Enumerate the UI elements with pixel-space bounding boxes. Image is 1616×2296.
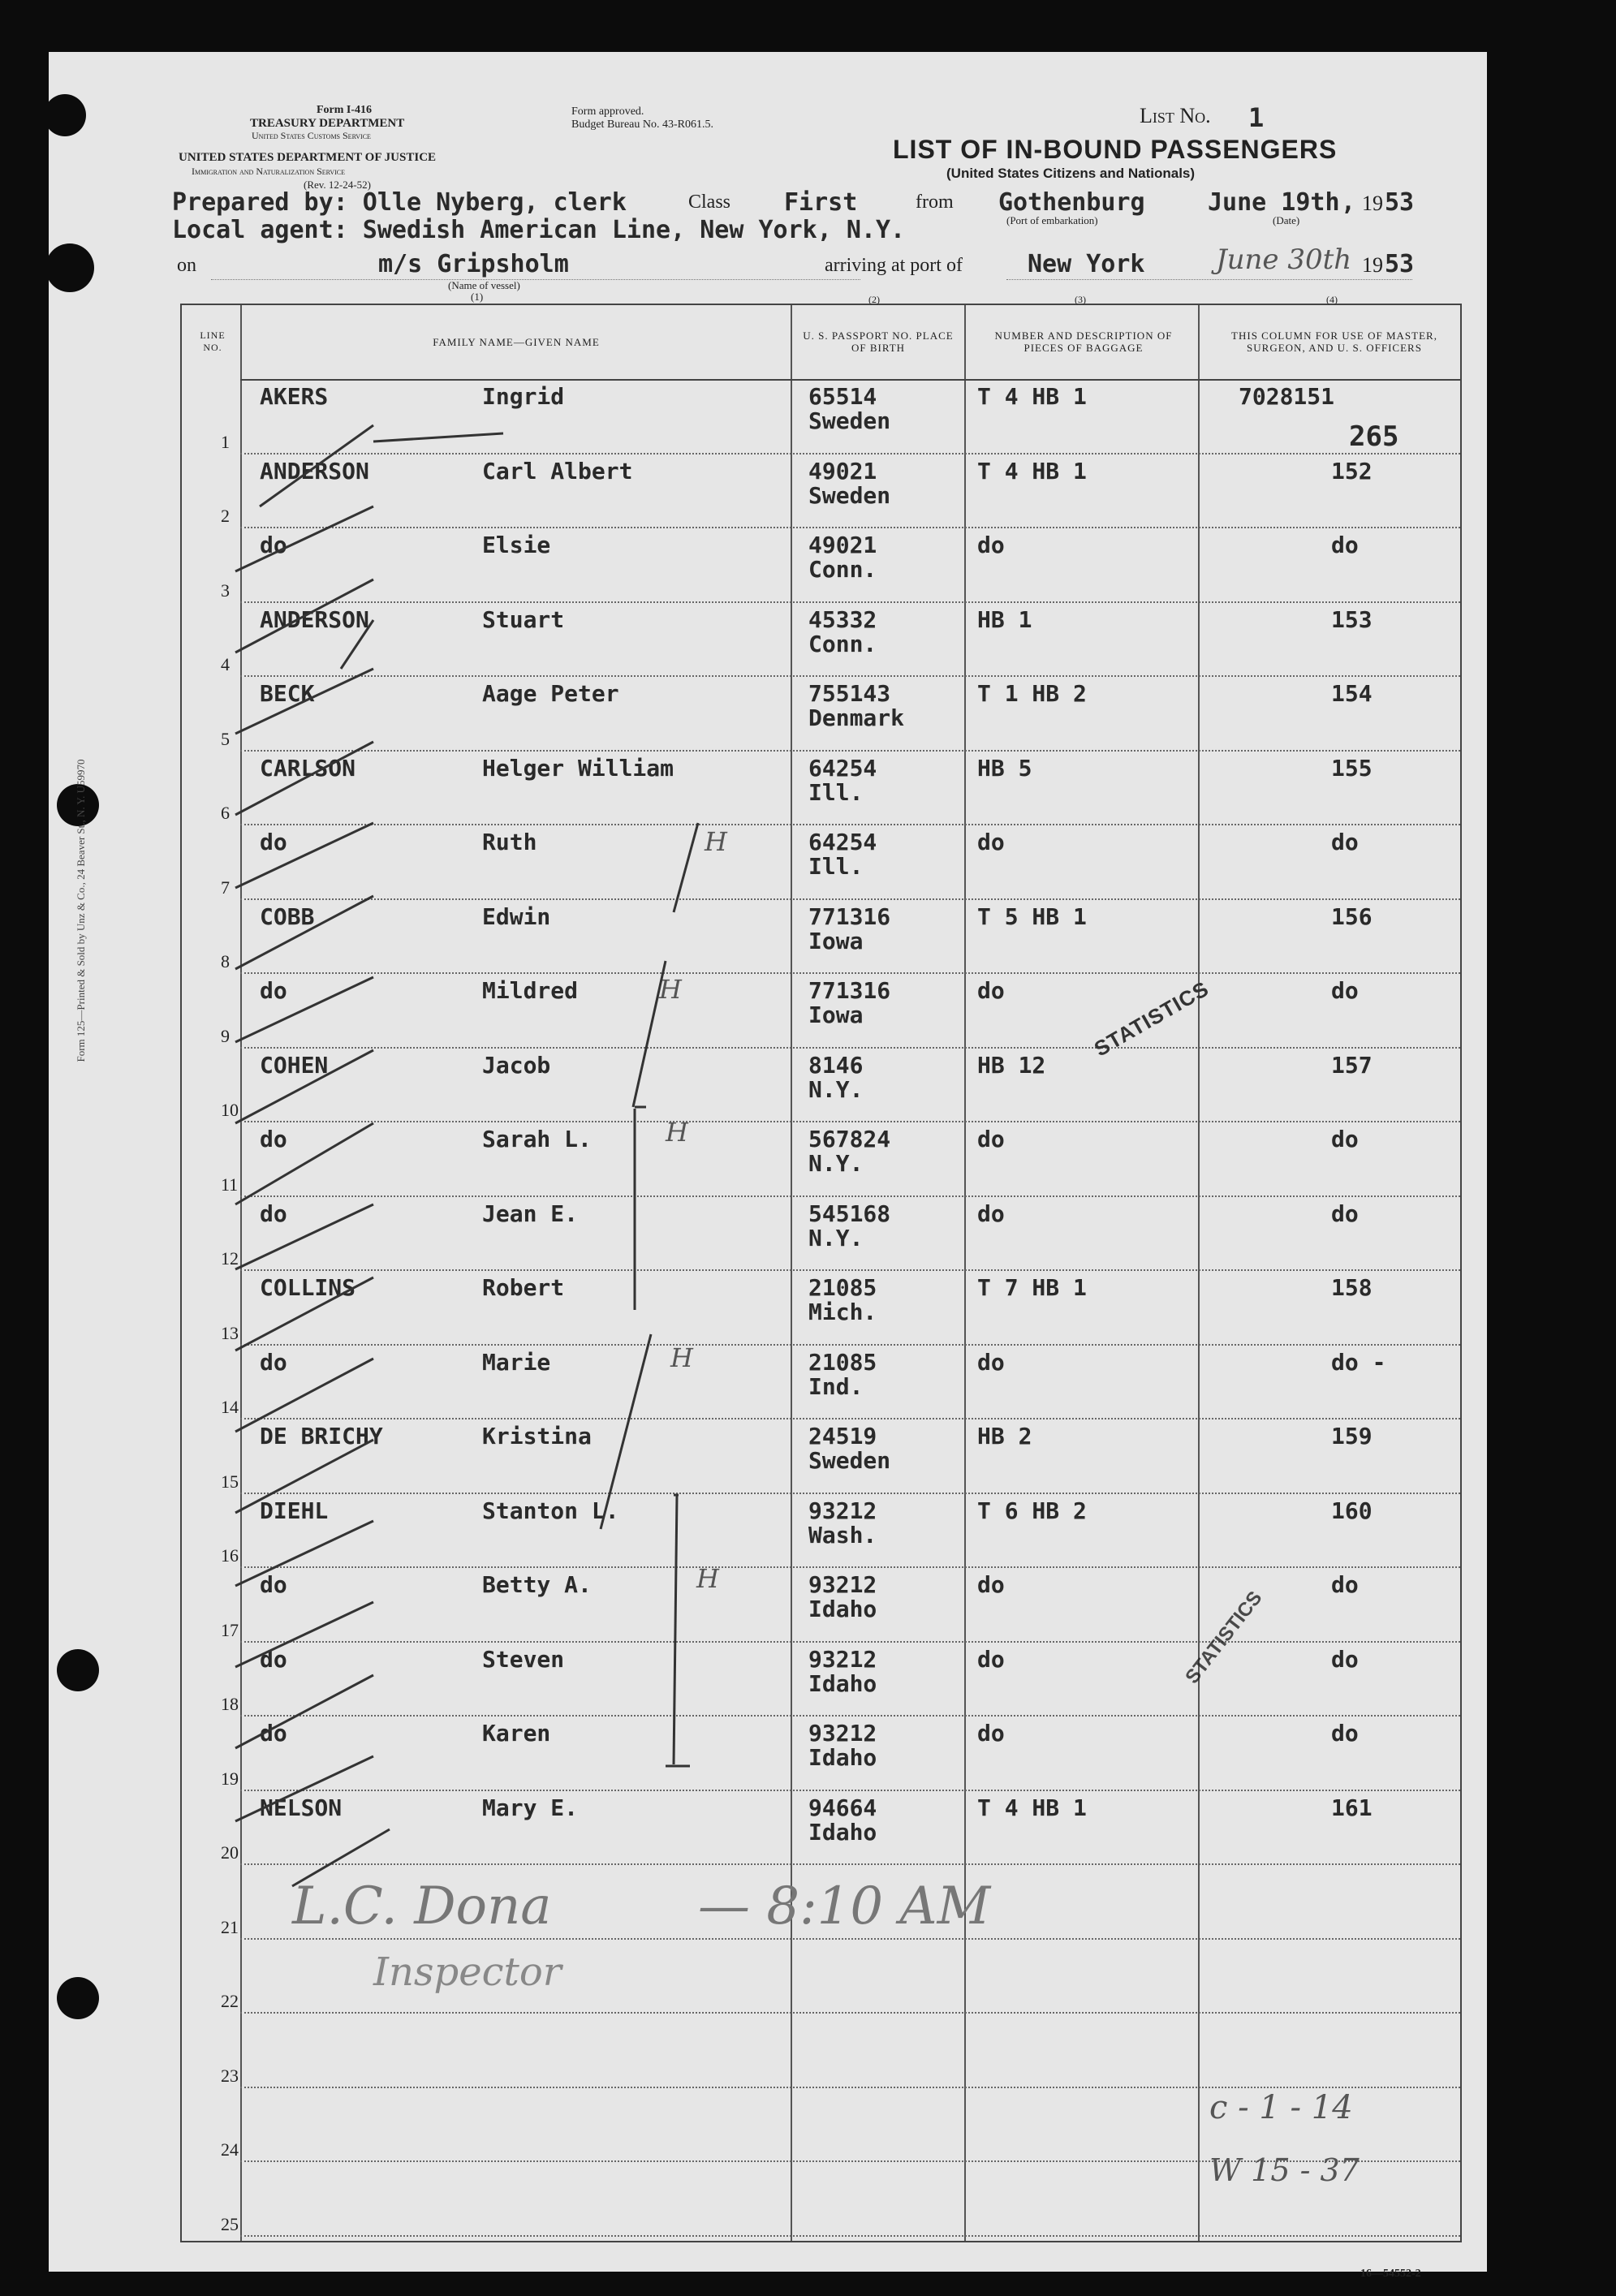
line-number: 14 — [221, 1397, 239, 1417]
passport-number: 24519 — [808, 1423, 877, 1450]
baggage: do — [977, 1126, 1005, 1152]
passport-number: 64254 — [808, 829, 877, 855]
place-of-birth: Sweden — [808, 481, 891, 509]
officer-entry: 157 — [1331, 1051, 1373, 1079]
passport-number: 49021 — [808, 457, 877, 485]
table-row — [182, 528, 1460, 603]
table-row — [182, 1791, 1460, 1866]
dept-name: TREASURY DEPARTMENT — [250, 117, 405, 130]
baggage: T 5 HB 1 — [977, 902, 1087, 930]
justice-dept: UNITED STATES DEPARTMENT OF JUSTICE — [179, 151, 437, 164]
vessel-rule — [211, 279, 860, 280]
inspector-title: Inspector — [373, 1949, 562, 1995]
class-label: Class — [688, 192, 731, 213]
family-name: COHEN — [260, 1051, 329, 1079]
document-page — [49, 52, 1487, 2280]
passport-number: 49021 — [808, 532, 877, 558]
family-name: do — [260, 1200, 287, 1227]
mark-h: H — [670, 1342, 693, 1373]
vessel-num: (1) — [471, 291, 484, 303]
inspection-time: — 8:10 AM — [698, 1876, 991, 1936]
given-name: Robert — [482, 1274, 565, 1301]
punch-hole — [57, 1649, 99, 1691]
family-name: do — [260, 532, 287, 558]
place-of-birth: Idaho — [808, 1818, 877, 1846]
table-row — [182, 1049, 1460, 1123]
arrival-rule — [1006, 279, 1412, 280]
note-c: c - 1 - 14 — [1209, 2089, 1353, 2126]
line-number: 1 — [221, 431, 230, 452]
passport-number: 93212 — [808, 1645, 877, 1673]
punch-hole — [57, 1977, 99, 2019]
note-w: W 15 - 37 — [1209, 2152, 1360, 2188]
place-of-birth: Idaho — [808, 1669, 877, 1697]
baggage: do — [977, 1348, 1005, 1376]
line-number: 2 — [221, 506, 230, 526]
revision: (Rev. 12-24-52) — [304, 179, 371, 191]
vessel-name: m/s Gripsholm — [378, 250, 569, 278]
family-name: NELSON — [260, 1794, 343, 1821]
form-number: Form I-416 — [317, 104, 373, 116]
officer-entry: 154 — [1331, 680, 1373, 707]
list-label: List No. — [1140, 104, 1211, 127]
table-row — [182, 825, 1460, 900]
baggage: HB 12 — [977, 1051, 1046, 1079]
arriving-label: arriving at port of — [825, 255, 963, 276]
place-of-birth: Iowa — [808, 1002, 864, 1028]
passport-number: 64254 — [808, 754, 877, 782]
given-name: Carl Albert — [482, 457, 633, 485]
passport-number: 21085 — [808, 1348, 877, 1376]
officer-entry: 159 — [1331, 1423, 1373, 1450]
mark-h: H — [666, 1117, 688, 1148]
place-of-birth: Wash. — [808, 1521, 877, 1549]
header-officers: THIS COLUMN FOR USE OF MASTER, SURGEON, AND U. S. OFFICERS — [1231, 330, 1437, 354]
place-of-birth: N.Y. — [808, 1150, 864, 1177]
on-label: on — [177, 255, 196, 276]
officer-entry: 158 — [1331, 1274, 1373, 1301]
passport-number: 545168 — [808, 1200, 891, 1227]
officer-entry: do — [1331, 977, 1359, 1004]
table-row — [182, 1717, 1460, 1791]
vessel-caption: (Name of vessel) — [448, 279, 520, 291]
baggage: T 4 HB 1 — [977, 1794, 1087, 1821]
family-name: BECK — [260, 680, 315, 707]
side-printer-text: Form 125—Printed & Sold by Unz & Co., 24 Beaver St., N. Y. U59970 — [75, 759, 87, 1062]
passenger-table — [180, 294, 1462, 2242]
table-row — [182, 454, 1460, 529]
place-of-birth: Sweden — [808, 1447, 891, 1474]
baggage: do — [977, 829, 1005, 855]
officer-entry: 161 — [1331, 1794, 1373, 1821]
family-name: do — [260, 1348, 287, 1376]
baggage: HB 1 — [977, 605, 1032, 633]
baggage: T 7 HB 1 — [977, 1274, 1087, 1301]
officer-entry: do — [1331, 829, 1359, 855]
baggage: HB 2 — [977, 1423, 1032, 1450]
given-name: Mildred — [482, 977, 579, 1004]
mark-h: H — [659, 974, 682, 1005]
baggage: do — [977, 1645, 1005, 1673]
row-rule — [240, 2235, 1460, 2237]
arrival-year-prefix: 19 — [1362, 253, 1383, 277]
passport-number: 65514 — [808, 383, 877, 410]
family-name: do — [260, 1645, 287, 1673]
baggage: T 6 HB 2 — [977, 1497, 1087, 1524]
family-name: AKERS — [260, 383, 329, 410]
officer-entry: 153 — [1331, 605, 1373, 633]
table-row — [182, 1419, 1460, 1494]
officer-entry: do — [1331, 1571, 1359, 1598]
line-number: 25 — [221, 2213, 239, 2234]
passport-number: 45332 — [808, 605, 877, 633]
date-caption: (Date) — [1273, 214, 1300, 226]
officer-entry: 7028151 — [1239, 383, 1335, 410]
form-title: LIST OF IN-BOUND PASSENGERS — [893, 135, 1338, 164]
family-name: ANDERSON — [260, 457, 369, 485]
table-row — [182, 974, 1460, 1049]
family-name: do — [260, 1126, 287, 1152]
header-officers-num: (4) — [1326, 294, 1338, 305]
table-row — [182, 677, 1460, 752]
punch-hole — [45, 243, 94, 292]
given-name: Sarah L. — [482, 1126, 592, 1152]
mark-h: H — [705, 826, 727, 857]
place-of-birth: Sweden — [808, 407, 891, 434]
table-row — [182, 1197, 1460, 1272]
departure-year: 53 — [1385, 188, 1415, 217]
line-number: 24 — [221, 2139, 239, 2160]
family-name: DIEHL — [260, 1497, 329, 1524]
table-row — [182, 380, 1460, 454]
mark-h: H — [696, 1563, 719, 1594]
port-embark-caption: (Port of embarkation) — [1006, 214, 1098, 226]
place-of-birth: Denmark — [808, 704, 905, 731]
statistics-stamp: STATISTICS — [1181, 1587, 1267, 1688]
arrival-date-handwritten: June 30th — [1216, 243, 1352, 276]
baggage: do — [977, 532, 1005, 558]
given-name: Steven — [482, 1645, 565, 1673]
place-of-birth: N.Y. — [808, 1224, 864, 1251]
local-agent: Local agent: Swedish American Line, New York, N.Y. — [172, 216, 906, 244]
line-number: 8 — [221, 951, 230, 971]
header-passport-num: (2) — [868, 294, 880, 305]
line-number: 22 — [221, 1991, 239, 2011]
punch-hole — [44, 94, 86, 136]
place-of-birth: Idaho — [808, 1596, 877, 1622]
place-of-birth: Conn. — [808, 556, 877, 583]
table-row — [182, 1346, 1460, 1420]
departure-date: June 19th — [1208, 188, 1340, 217]
place-of-birth: Ind. — [808, 1372, 864, 1400]
passport-number: 21085 — [808, 1274, 877, 1301]
given-name: Stanton L. — [482, 1497, 619, 1524]
port-of-arrival: New York — [1028, 250, 1145, 278]
officer-entry: do — [1331, 1720, 1359, 1747]
officer-entry: do - — [1331, 1348, 1386, 1376]
line-number: 11 — [221, 1174, 239, 1195]
budget-bureau: Budget Bureau No. 43-R061.5. — [571, 118, 713, 131]
given-name: Marie — [482, 1348, 551, 1376]
family-name: do — [260, 829, 287, 855]
given-name: Jacob — [482, 1051, 551, 1079]
baggage: T 4 HB 1 — [977, 457, 1087, 485]
table-row — [182, 2014, 1460, 2088]
header-baggage: NUMBER AND DESCRIPTION OF PIECES OF BAGGAGE — [994, 330, 1173, 354]
family-name: do — [260, 1571, 287, 1598]
table-row — [182, 1568, 1460, 1643]
given-name: Elsie — [482, 532, 551, 558]
statistics-stamp: STATISTICS — [1089, 976, 1213, 1062]
table-row — [182, 1271, 1460, 1346]
given-name: Betty A. — [482, 1571, 592, 1598]
baggage: T 1 HB 2 — [977, 680, 1087, 707]
family-name: do — [260, 1720, 287, 1747]
line-number: 5 — [221, 728, 230, 749]
given-name: Helger William — [482, 754, 674, 782]
form-approved: Form approved. — [571, 106, 644, 118]
table-row — [182, 1494, 1460, 1569]
officer-entry: do — [1331, 1126, 1359, 1152]
header-baggage-num: (3) — [1075, 294, 1086, 305]
place-of-birth: N.Y. — [808, 1075, 864, 1103]
line-number: 19 — [221, 1768, 239, 1789]
passport-number: 755143 — [808, 680, 891, 707]
line-number: 18 — [221, 1694, 239, 1714]
line-number: 6 — [221, 803, 230, 823]
given-name: Mary E. — [482, 1794, 579, 1821]
line-number: 21 — [221, 1916, 239, 1937]
family-name: ANDERSON — [260, 605, 369, 633]
line-number: 10 — [221, 1100, 239, 1120]
family-name: COBB — [260, 902, 315, 930]
passport-number: 93212 — [808, 1571, 877, 1598]
departure-date-sep: , — [1341, 188, 1356, 217]
port-of-embarkation: Gothenburg — [998, 188, 1145, 217]
table-row — [182, 603, 1460, 678]
baggage: T 4 HB 1 — [977, 383, 1087, 410]
place-of-birth: Conn. — [808, 630, 877, 657]
class-value: First — [784, 188, 858, 217]
passport-number: 93212 — [808, 1497, 877, 1524]
line-number: 12 — [221, 1248, 239, 1269]
footer-code: 16—54552-2 — [1360, 2268, 1421, 2280]
place-of-birth: Iowa — [808, 927, 864, 954]
page-number: 265 — [1349, 420, 1399, 453]
passport-number: 94664 — [808, 1794, 877, 1821]
baggage: HB 5 — [977, 754, 1032, 782]
line-number: 13 — [221, 1322, 239, 1343]
passport-number: 771316 — [808, 977, 891, 1004]
table-row — [182, 1122, 1460, 1197]
line-number: 3 — [221, 579, 230, 601]
header-name: FAMILY NAME—GIVEN NAME — [433, 335, 600, 348]
line-number: 20 — [221, 1842, 239, 1863]
passport-number: 93212 — [808, 1720, 877, 1747]
form-subtitle: (United States Citizens and Nationals) — [946, 166, 1196, 181]
given-name: Stuart — [482, 605, 565, 633]
line-number: 23 — [221, 2065, 239, 2086]
inspector-signature: L.C. Dona — [292, 1876, 552, 1936]
officer-entry: 155 — [1331, 754, 1373, 782]
baggage: do — [977, 1720, 1005, 1747]
given-name: Karen — [482, 1720, 551, 1747]
officer-entry: do — [1331, 532, 1359, 558]
place-of-birth: Mich. — [808, 1299, 877, 1325]
baggage: do — [977, 977, 1005, 1004]
given-name: Edwin — [482, 902, 551, 930]
line-number: 16 — [221, 1545, 239, 1566]
given-name: Ingrid — [482, 383, 565, 410]
baggage: do — [977, 1200, 1005, 1227]
given-name: Kristina — [482, 1423, 592, 1450]
table-row — [182, 1643, 1460, 1717]
list-number: 1 — [1248, 102, 1265, 133]
officer-entry: do — [1331, 1645, 1359, 1673]
line-number: 7 — [221, 877, 230, 898]
officer-entry: 152 — [1331, 457, 1373, 485]
line-number: 17 — [221, 1619, 239, 1640]
header-passport: U. S. PASSPORT NO. PLACE OF BIRTH — [803, 330, 954, 354]
given-name: Ruth — [482, 829, 537, 855]
officer-entry: do — [1331, 1200, 1359, 1227]
line-number: 4 — [221, 654, 230, 674]
year-prefix: 19 — [1362, 192, 1383, 215]
family-name: do — [260, 977, 287, 1004]
line-number: 9 — [221, 1025, 230, 1046]
given-name: Jean E. — [482, 1200, 579, 1227]
ins-name: Immigration and Naturalization Service — [192, 166, 346, 177]
family-name: CARLSON — [260, 754, 356, 782]
table-row — [182, 752, 1460, 826]
family-name: COLLINS — [260, 1274, 356, 1301]
passport-number: 771316 — [808, 902, 891, 930]
header-line-no: LINE NO. — [200, 330, 226, 353]
place-of-birth: Idaho — [808, 1744, 877, 1771]
passport-number: 567824 — [808, 1126, 891, 1152]
place-of-birth: Ill. — [808, 778, 864, 806]
prepared-by: Prepared by: Olle Nyberg, clerk — [172, 188, 627, 217]
officer-entry: 160 — [1331, 1497, 1373, 1524]
given-name: Aage Peter — [482, 680, 619, 707]
table-row — [182, 900, 1460, 975]
line-number: 15 — [221, 1471, 239, 1492]
passport-number: 8146 — [808, 1051, 864, 1079]
place-of-birth: Ill. — [808, 853, 864, 880]
officer-entry: 156 — [1331, 902, 1373, 930]
baggage: do — [977, 1571, 1005, 1598]
customs-service: United States Customs Service — [252, 130, 371, 141]
arrival-year: 53 — [1385, 250, 1415, 278]
from-label: from — [916, 192, 954, 213]
family-name: DE BRICHY — [260, 1423, 383, 1450]
